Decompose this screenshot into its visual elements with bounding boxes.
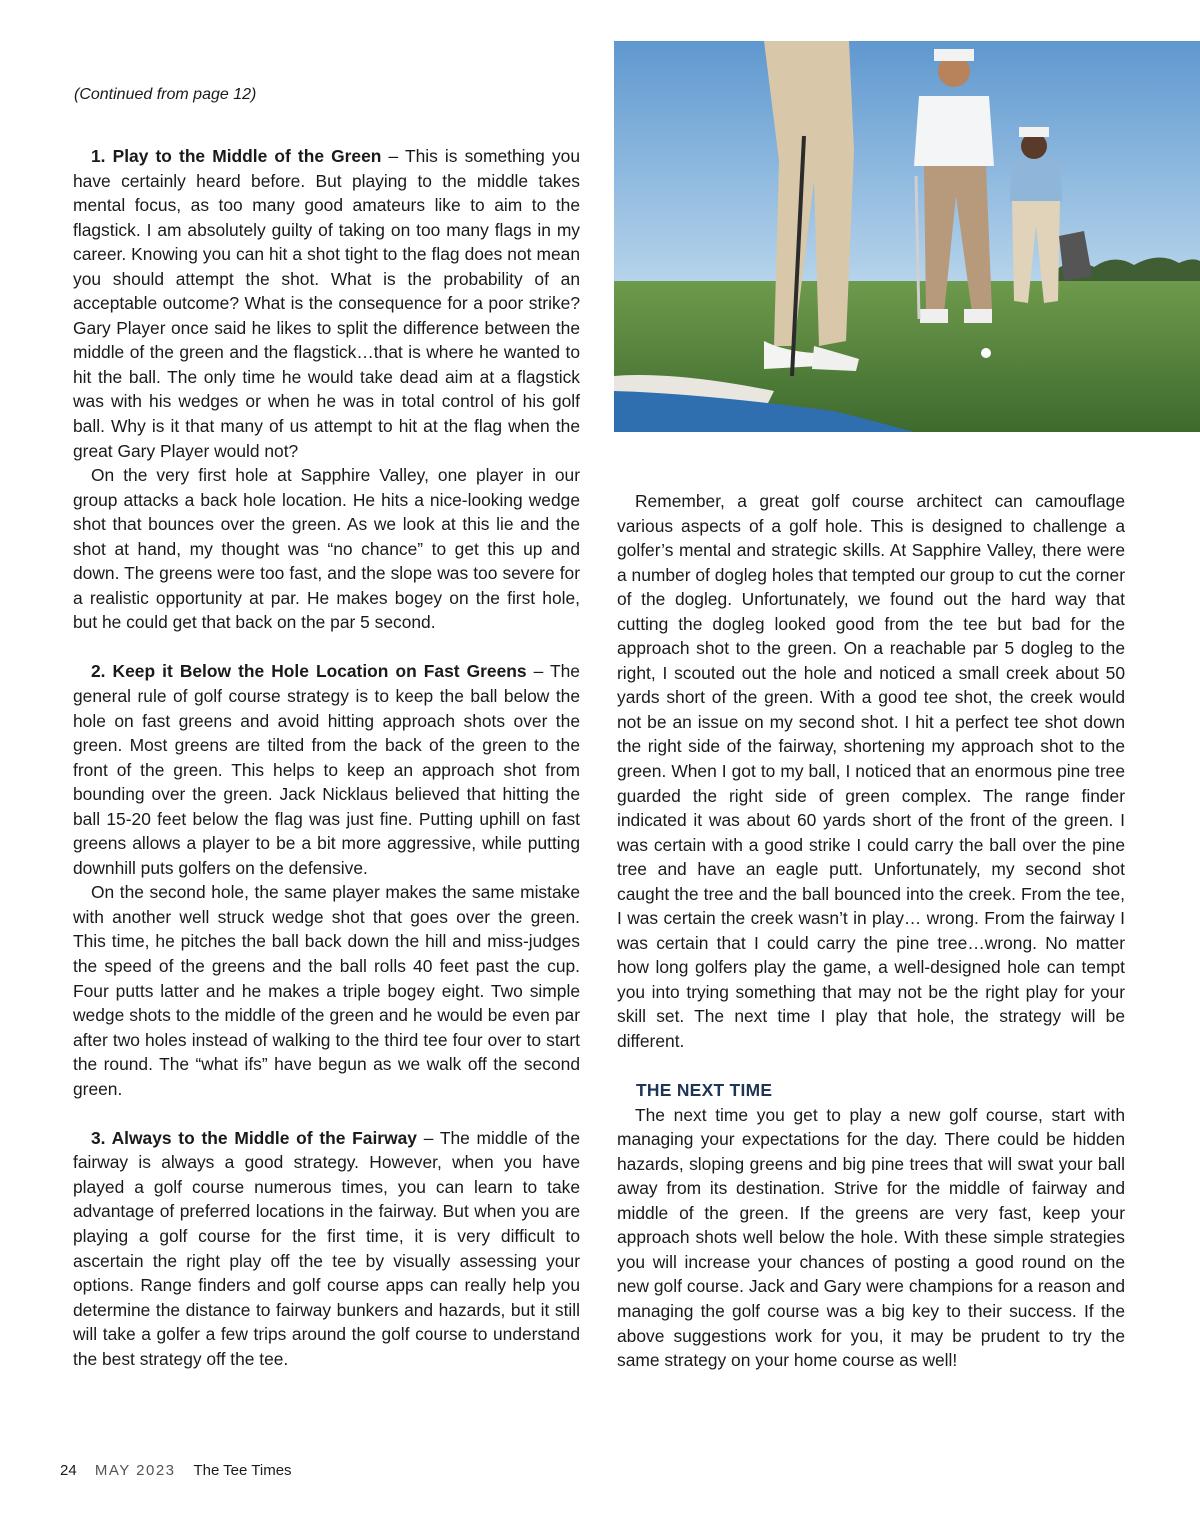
section-1-text: – This is something you have certainly heard before. But playing to the middle takes mental focus, as too many good amateurs like to aim to the flagstick. I am absolutely guilty of taking on too many flags in my career. Knowing you can hit a shot tight to the flag does not mean you should attempt the shot. What is the probability of an acceptable outcome? What is the consequence for a poor strike? Gary Player once said he likes to split the difference between the middle of the green and the flagstick…that is where he wanted to hit the ball. The only time he would take dead aim at a flagstick was with his wedges or when he was in total control of his golf ball. Why is it that many of us attempt to hit at the flag when the great Gary Player would not? (73, 146, 580, 461)
section-2-title: 2. Keep it Below the Hole Location on Fast Greens (91, 661, 527, 682)
continued-note: (Continued from page 12) (74, 86, 257, 103)
section-3-title: 3. Always to the Middle of the Fairway (91, 1127, 417, 1148)
section-3-text: – The middle of the fairway is always a good strategy. However, when you have played a golf course numerous times, you can learn to take advantage of preferred locations in the fairway. But when you are playing a golf course for the first time, it is very difficult to ascertain the right play off the tee by visually assessing your options. Range finders and golf course apps can really help you determine the distance to fairway bunkers and hazards, but it still will take a golfer a few trips around the golf course to understand the best strategy off the tee. (73, 1127, 580, 1369)
page-footer (60, 1462, 306, 1479)
section-1-paragraph-2: On the very first hole at Sapphire Valley, one player in our group attacks a back hole location. He hits a nice-looking wedge shot that bounces over the green. As we look at this lie and the shot at hand, my thought was “no chance” to get this up and down. The greens were too fast, and the slope was too severe for a realistic opportunity at par. He makes bogey on the first hole, but he could get that back on the par 5 second. (73, 465, 580, 633)
right-paragraph-2: The next time you get to play a new golf course, start with managing your expectations for the day. There could be hidden hazards, sloping greens and big pine trees that will swat your ball away from its destination. Strive for the middle of fairway and middle of the green. If the greens are very fast, keep your approach shots well below the hole. With these simple strategies you will increase your chances of posting a good round on the new golf course. Jack and Gary were champions for a reason and managing the golf course was a big key to their success. If the above suggestions work for you, it may be prudent to try the same strategy on your home course as well! (617, 1104, 1125, 1371)
section-1-paragraph-1 (73, 144, 580, 463)
section-1-title: 1. Play to the Middle of the Green (91, 146, 382, 166)
issue-date: MAY 2023 (94, 1462, 176, 1479)
golfers-photo (614, 41, 1200, 432)
section-3-paragraph-1 (73, 1126, 580, 1371)
section-2-paragraph-2: On the second hole, the same player makes the same mistake with another well struck wedge shot that goes over the green. This time, he pitches the ball back down the hill and miss-judges the speed of the greens and the ball rolls 40 feet past the cup. Four putts latter and he makes a triple bogey eight. Two simple wedge shots to the middle of the green and he would be even par after two holes instead of walking to the third tee four over to start the round. The “what ifs” have begun as we walk off the second green. (73, 882, 580, 1099)
golfers-illustration (614, 41, 1200, 432)
section-heading-next-time: THE NEXT TIME (636, 1080, 773, 1101)
right-column (617, 489, 1125, 1373)
publication-name: The Tee Times (193, 1462, 292, 1479)
right-paragraph-1: Remember, a great golf course architect can camouflage various aspects of a golf hole. This is designed to challenge a golfer’s mental and strategic skills. At Sapphire Valley, there were a number of dogleg holes that tempted our group to cut the corner of the dogleg. Unfortunately, we found out the hard way that cutting the dogleg looked good from the tee but bad for the approach shot to the green. On a reachable par 5 dogleg to the right, I scouted out the hole and noticed a small creek about 50 yards short of the green. With a good tee shot, the creek would not be an issue on my second shot. I hit a perfect tee shot down the right side of the fairway, shortening my approach shot to the green. When I got to my ball, I noticed that an enormous pine tree guarded the right side of green complex. The range finder indicated it was about 60 yards short of the front of the green. I was certain with a good strike I could carry the ball over the pine tree and have an eagle putt. Unfortunately, my second shot caught the tree and the ball bounced into the creek. From the tee, I was certain the creek wasn’t in play… wrong. From the fairway I was certain that I could carry the pine tree…wrong. No matter how long golfers play the game, a well-designed hole can tempt you into trying something that may not be the right play for your skill set. The next time I play that hole, the strategy will be different. (617, 491, 1125, 1052)
page-number: 24 (60, 1462, 77, 1479)
left-column (73, 144, 580, 1371)
section-2-text: – The general rule of golf course strategy is to keep the ball below the hole on fast greens and avoid hitting approach shots over the green. Most greens are tilted from the back of the green to the front of the green. This helps to keep an approach shot from bounding over the green. Jack Nicklaus believed that hitting the ball 15-20 feet below the flag was just fine. Putting uphill on fast greens allows a player to be a bit more aggressive, while putting downhill puts golfers on the defensive. (73, 661, 580, 878)
section-2-paragraph-1 (73, 659, 580, 880)
